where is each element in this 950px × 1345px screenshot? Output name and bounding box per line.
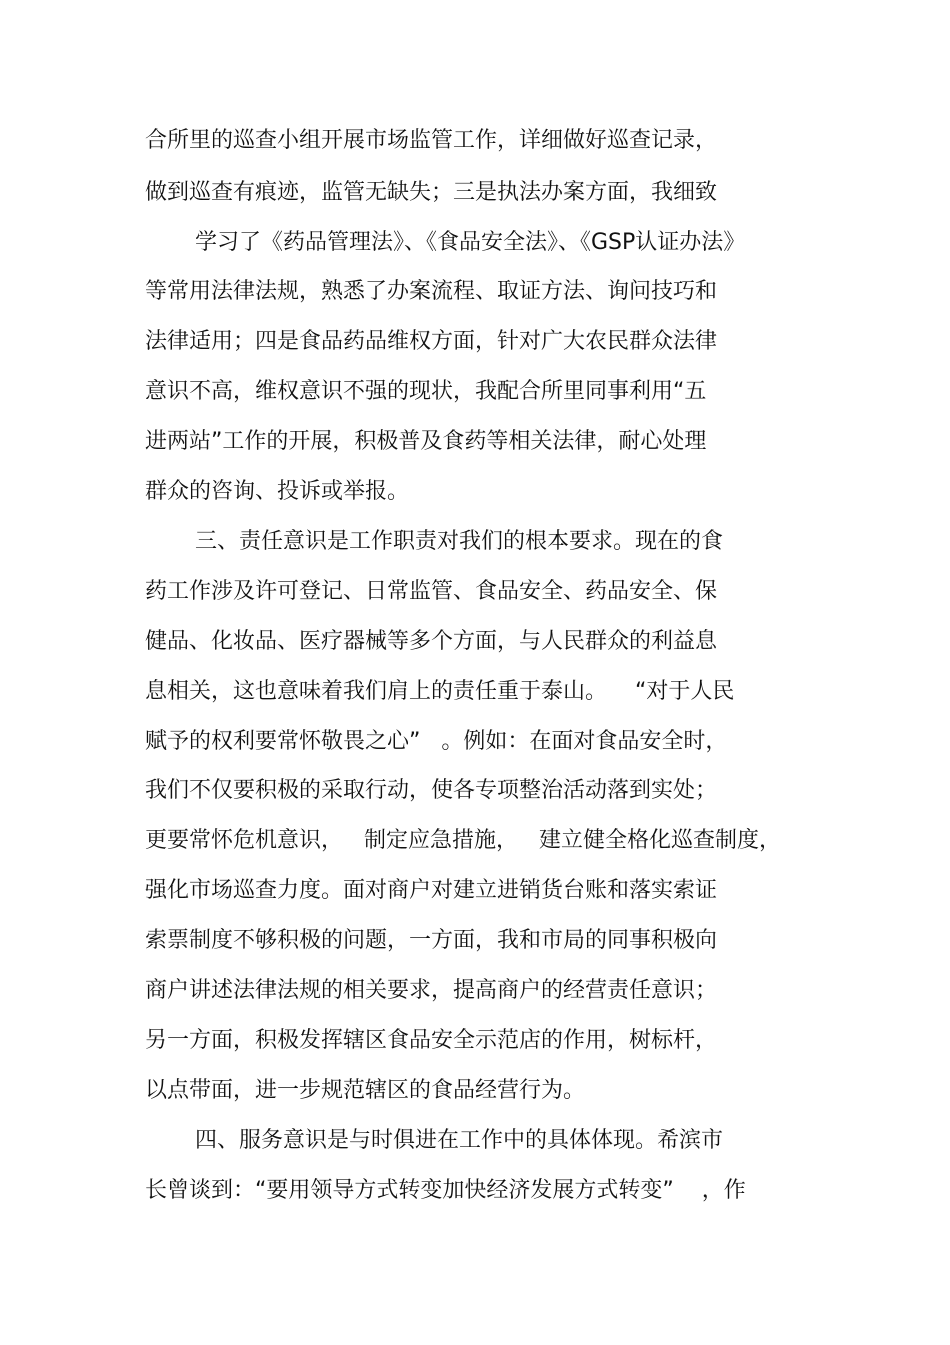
text-line: 我们不仅要积极的采取行动，使各专项整治活动落到实处； bbox=[145, 778, 718, 803]
text-line: 另一方面，积极发挥辖区食品安全示范店的作用，树标杆， bbox=[145, 1028, 718, 1053]
text-line: 做到巡查有痕迹，监管无缺失；三是执法办案方面，我细致 bbox=[145, 180, 718, 205]
text-line: 药工作涉及许可登记、日常监管、食品安全、药品安全、保 bbox=[145, 579, 718, 604]
text-line: 更要常怀危机意识， 制定应急措施， 建立健全格化巡查制度， bbox=[145, 828, 781, 853]
text-line: 健品、化妆品、医疗器械等多个方面，与人民群众的利益息 bbox=[145, 629, 718, 654]
text-line: 进两站”工作的开展，积极普及食药等相关法律，耐心处理 bbox=[145, 429, 707, 454]
text-line: 合所里的巡查小组开展市场监管工作，详细做好巡查记录， bbox=[145, 128, 718, 153]
text-line: 商户讲述法律法规的相关要求，提高商户的经营责任意识； bbox=[145, 978, 718, 1003]
text-line: 法律适用；四是食品药品维权方面，针对广大农民群众法律 bbox=[145, 329, 718, 354]
text-line: 长曾谈到：“要用领导方式转变加快经济发展方式转变” ，作 bbox=[145, 1178, 746, 1203]
text-line-paragraph-start: 四、服务意识是与时俱进在工作中的具体体现。希滨市 bbox=[195, 1128, 724, 1153]
text-line: 以点带面，进一步规范辖区的食品经营行为。 bbox=[145, 1078, 586, 1103]
text-line: 赋予的权利要常怀敬畏之心” 。例如：在面对食品安全时， bbox=[145, 729, 728, 754]
text-line-paragraph-start: 学习了《药品管理法》、《食品安全法》、《GSP认证办法》 bbox=[195, 230, 746, 255]
text-line: 群众的咨询、投诉或举报。 bbox=[145, 479, 410, 504]
text-line: 息相关，这也意味着我们肩上的责任重于泰山。 “对于人民 bbox=[145, 679, 735, 704]
text-line: 索票制度不够积极的问题，一方面，我和市局的同事积极向 bbox=[145, 928, 718, 953]
text-line: 强化市场巡查力度。面对商户对建立进销货台账和落实索证 bbox=[145, 878, 718, 903]
text-line-paragraph-start: 三、责任意识是工作职责对我们的根本要求。现在的食 bbox=[195, 529, 724, 554]
text-line: 等常用法律法规，熟悉了办案流程、取证方法、询问技巧和 bbox=[145, 279, 718, 304]
text-line: 意识不高，维权意识不强的现状，我配合所里同事利用“五 bbox=[145, 379, 707, 404]
